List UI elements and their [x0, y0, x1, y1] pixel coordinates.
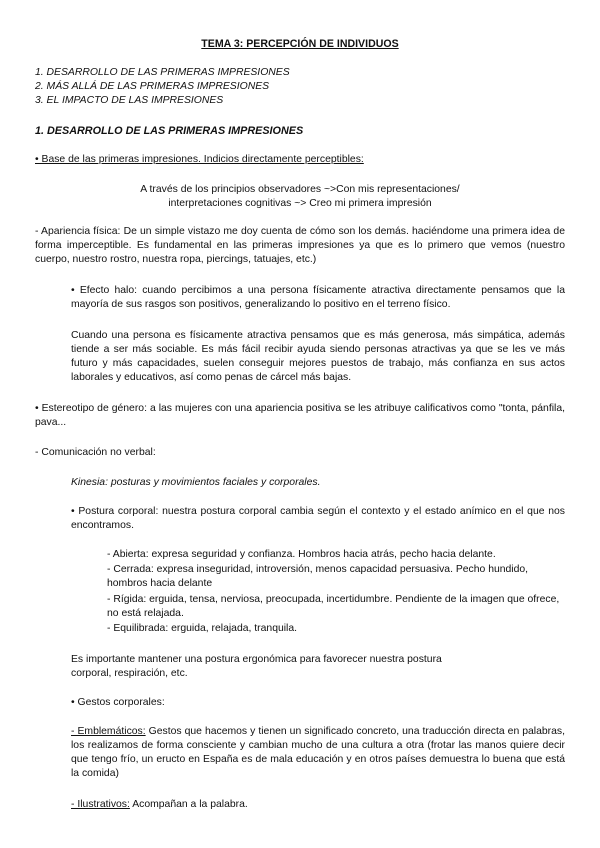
ergonomica-line-2: corporal, respiración, etc.: [71, 668, 188, 679]
ilustrativos-text: Acompañan a la palabra.: [129, 799, 248, 810]
paragraph-atractiva: Cuando una persona es físicamente atractiva pensamos que es más generosa, más simpática, además tiende a ser más sociable. Es más fácil recibir ayuda siendo personas atractivas ya que se les ve más futuro y más capacidades, suelen conseguir mejores puestos de trabajo, más confianza en sus actos laborales y educativos, así como penas de cárcel más bajas.: [71, 330, 565, 383]
ergonomica-line-1: Es importante mantener una postura ergonómica para favorecer nuestra postura: [71, 654, 442, 665]
ilustrativos-label: - Ilustrativos:: [71, 799, 130, 810]
paragraph-emblematicos: [71, 725, 565, 781]
paragraph-estereotipo: • Estereotipo de género: a las mujeres con una apariencia positiva se les atribuye calificativos como "tonta, pánfila, pava...: [35, 403, 565, 428]
paragraph-ilustrativos: [71, 798, 248, 812]
centered-line-2: interpretaciones cognitivas ~> Creo mi primera impresión: [168, 198, 432, 209]
index-item-2: 2. MÁS ALLÁ DE LAS PRIMERAS IMPRESIONES: [35, 81, 270, 92]
postura-cerrada: - Cerrada: expresa inseguridad, introversión, menos capacidad persuasiva. Pecho hundido, hombros hacia delante: [107, 564, 529, 589]
emblematicos-label: - Emblemáticos:: [71, 726, 146, 737]
paragraph-apariencia: - Apariencia física: De un simple vistazo me doy cuenta de cómo son los demás. haciéndome una primera idea de forma imperceptible. Es fundamental en las primeras impresiones ya que es lo primero que vemos (nuestro cuerpo, nuestro rostro, nuestra ropa, piercings, tatuajes, etc.): [35, 226, 565, 265]
kinesia-heading: Kinesia: posturas y movimientos faciales y corporales.: [71, 477, 321, 488]
gestos-heading: • Gestos corporales:: [71, 697, 165, 708]
paragraph-efecto-halo: • Efecto halo: cuando percibimos a una persona físicamente atractiva directamente pensamos que la mayoría de sus rasgos son positivos, generalizando lo positivo en el terreno físico.: [71, 285, 565, 310]
index-item-1: 1. DESARROLLO DE LAS PRIMERAS IMPRESIONES: [35, 67, 290, 78]
postura-equilibrada: - Equilibrada: erguida, relajada, tranquila.: [107, 623, 298, 634]
index-item-3: 3. EL IMPACTO DE LAS IMPRESIONES: [35, 95, 224, 106]
page-title: TEMA 3: PERCEPCIÓN DE INDIVIDUOS: [201, 38, 399, 50]
centered-line-1: A través de los principios observadores ~>Con mis representaciones/: [140, 184, 460, 195]
comunicacion-heading: - Comunicación no verbal:: [35, 447, 156, 458]
section-heading: 1. DESARROLLO DE LAS PRIMERAS IMPRESIONES: [35, 125, 304, 137]
postura-rigida: - Rígida: erguida, tensa, nerviosa, preocupada, incertidumbre. Pendiente de la imagen que ofrece, no está relajada.: [107, 594, 560, 619]
subheading: • Base de las primeras impresiones. Indicios directamente perceptibles:: [35, 154, 364, 165]
postura-abierta: - Abierta: expresa seguridad y confianza. Hombros hacia atrás, pecho hacia delante.: [107, 549, 496, 560]
emblematicos-text: Gestos que hacemos y tienen un significado concreto, una traducción directa en palabras, los realizamos de forma consciente y cambian mucho de una cultura a otra (frotar las manos quiere decir que tengo frío, un eructo en España es de mala educación y en otros países demuestra lo buena que está la comida): [71, 726, 565, 779]
paragraph-postura: • Postura corporal: nuestra postura corporal cambia según el contexto y el estado anímico en el que nos encontramos.: [71, 506, 565, 531]
